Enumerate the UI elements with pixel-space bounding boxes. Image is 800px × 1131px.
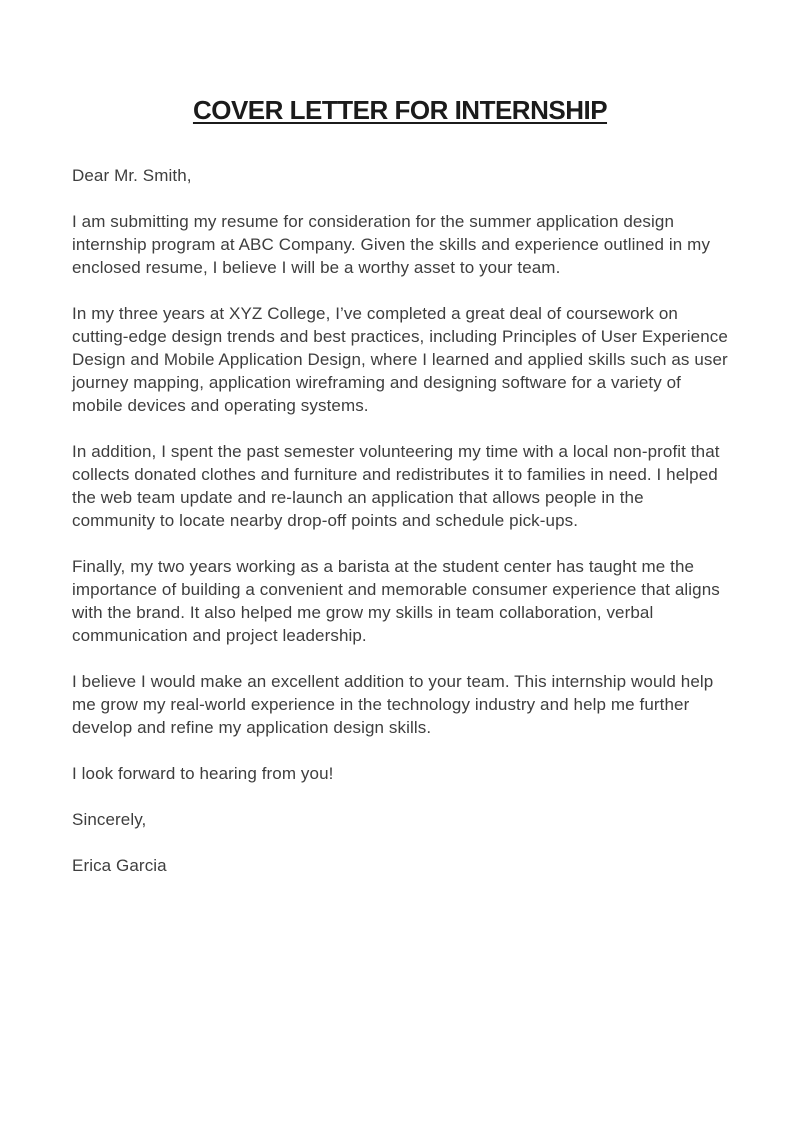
closing-line: I look forward to hearing from you! [72,764,334,783]
body-paragraph-3: In addition, I spent the past semester volunteering my time with a local non-profit that collects donated clothes and furniture and redistributes it to families in need. I helped the web team update and re-launch an application that allows people in the community to locate nearby drop-off points and schedule pick-ups. [72,442,720,530]
salutation: Dear Mr. Smith, [72,166,192,185]
body-paragraph-1: I am submitting my resume for consideration for the summer application design internship program at ABC Company. Given the skills and experience outlined in my enclosed resume, I believe I will be a worthy asset to your team. [72,212,711,277]
body-paragraph-5: I believe I would make an excellent addition to your team. This internship would help me grow my real-world experience in the technology industry and help me further develop and refine my application design skills. [72,672,714,737]
letter-title: COVER LETTER FOR INTERNSHIP [192,95,608,125]
signature: Erica Garcia [72,856,167,875]
body-paragraph-4: Finally, my two years working as a barista at the student center has taught me the importance of building a convenient and memorable consumer experience that aligns with the brand. It also helped me grow my skills in team collaboration, verbal communication and project leadership. [72,557,720,645]
body-paragraph-2: In my three years at XYZ College, I’ve completed a great deal of coursework on cutting-edge design trends and best practices, including Principles of User Experience Design and Mobile Application Design, where I learned and applied skills such as user journey mapping, application wireframing and designing software for a variety of mobile devices and operating systems. [72,304,728,415]
sign-off: Sincerely, [72,810,147,829]
